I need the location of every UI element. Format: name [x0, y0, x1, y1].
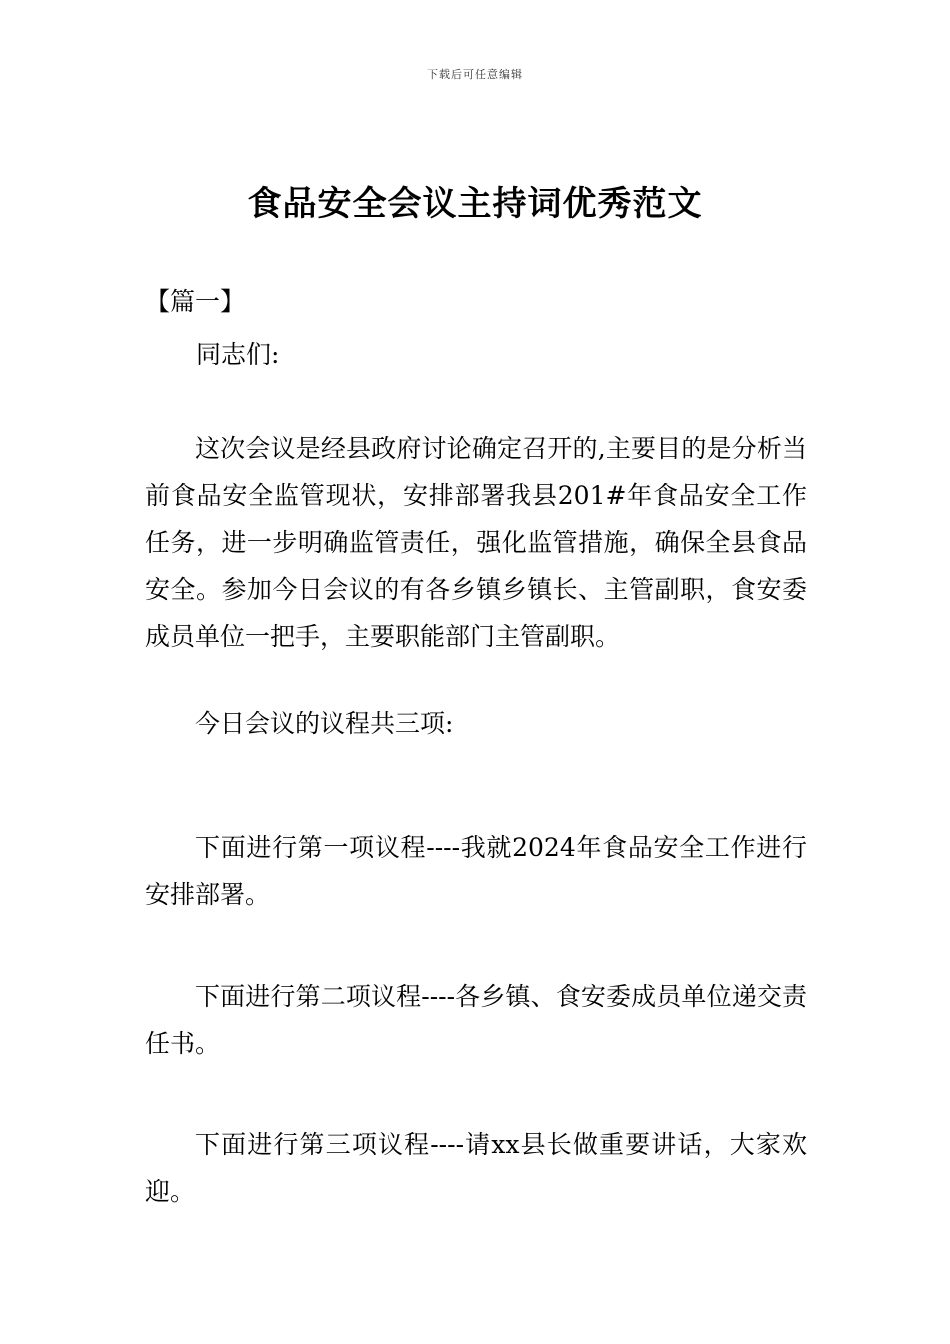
paragraph-item-1: 下面进行第一项议程----我就2024年食品安全工作进行安排部署。 — [145, 833, 807, 909]
paragraph-item-3: 下面进行第三项议程----请xx县长做重要讲话，大家欢迎。 — [145, 1130, 807, 1206]
section-label: 【篇一】 — [145, 287, 246, 316]
greeting: 同志们: — [196, 340, 280, 369]
document-title: 食品安全会议主持词优秀范文 — [247, 184, 703, 224]
paragraph-agenda: 今日会议的议程共三项: — [195, 709, 454, 738]
paragraph-item-2: 下面进行第二项议程----各乡镇、食安委成员单位递交责任书。 — [145, 982, 807, 1058]
header-note: 下载后可任意编辑 — [427, 68, 523, 81]
paragraph-intro: 这次会议是经县政府讨论确定召开的,主要目的是分析当前食品安全监管现状，安排部署我县201#年食品安全工作任务，进一步明确监管责任，强化监管措施，确保全县食品安全。参加今日会议的有各乡镇乡镇长、主管副职，食安委成员单位一把手，主要职能部门主管副职。 — [145, 434, 807, 651]
